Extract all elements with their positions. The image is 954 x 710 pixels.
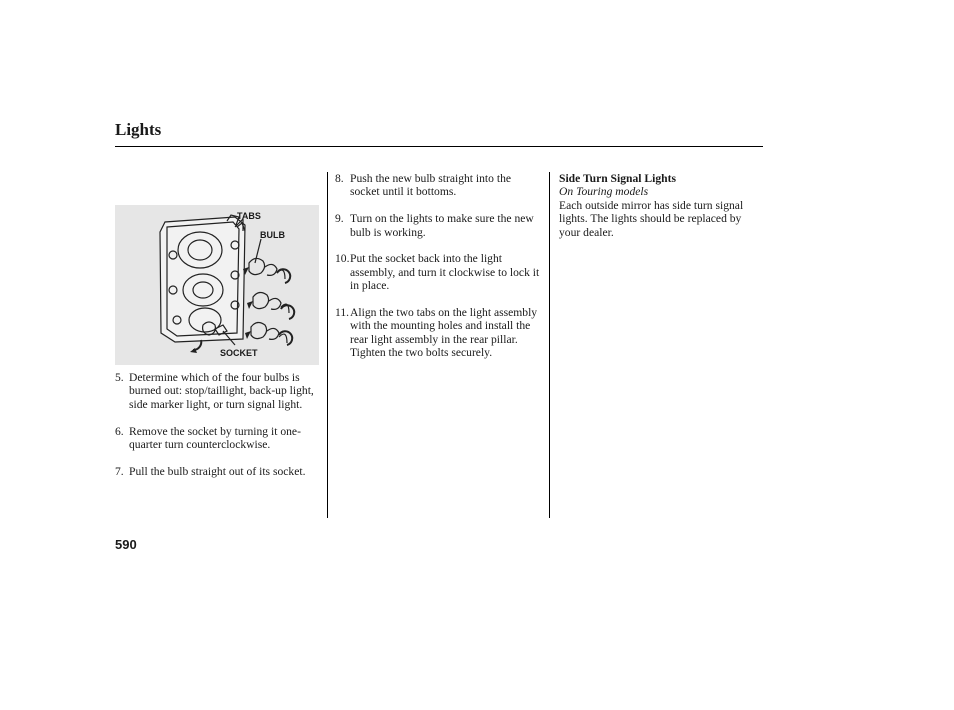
step-item: [335, 172, 543, 199]
step-item: [335, 212, 543, 239]
step-item: [115, 371, 325, 411]
rear-light-drawing: [115, 205, 319, 365]
step-text: Align the two tabs on the light assembly with the mounting holes and install the rear light assembly in the rear pillar. Tighten the two bolts securely.: [350, 306, 538, 360]
step-item: [335, 306, 543, 360]
page-number: 590: [115, 537, 137, 552]
section-heading: Side Turn Signal Lights: [559, 172, 676, 185]
bulb-label: BULB: [260, 230, 285, 240]
socket-label: SOCKET: [220, 348, 258, 358]
step-item: [115, 465, 325, 478]
step-text: Put the socket back into the light assembly, and turn it clockwise to lock it in place.: [350, 252, 540, 293]
step-item: [115, 425, 325, 452]
step-number: 6.: [115, 424, 124, 438]
steps-column-1: [115, 371, 325, 492]
rear-light-illustration: [115, 205, 319, 365]
title-rule: [115, 146, 763, 147]
step-text: Pull the bulb straight out of its socket.: [129, 464, 306, 478]
steps-column-2: [335, 172, 543, 373]
step-number: 11.: [335, 306, 350, 320]
step-number: 5.: [115, 371, 124, 384]
side-turn-signal-section: [559, 172, 759, 239]
step-text: Push the new bulb straight into the socket until it bottoms.: [350, 172, 512, 199]
column-divider-2: [549, 172, 550, 518]
step-item: [335, 252, 543, 292]
tabs-label: TABS: [237, 211, 261, 221]
page-title: Lights: [115, 120, 162, 139]
step-text: Determine which of the four bulbs is burned out: stop/taillight, back-up light, side marker light, or turn signal light.: [129, 371, 314, 411]
section-body: Each outside mirror has side turn signal lights. The lights should be replaced by your dealer.: [559, 198, 744, 239]
step-text: Remove the socket by turning it one-quarter turn counterclockwise.: [129, 424, 301, 452]
section-subheading: On Touring models: [559, 185, 649, 199]
step-number: 9.: [335, 212, 344, 226]
step-text: Turn on the lights to make sure the new bulb is working.: [350, 212, 534, 239]
step-number: 7.: [115, 464, 124, 478]
column-divider-1: [327, 172, 328, 518]
step-number: 10.: [335, 252, 350, 266]
step-number: 8.: [335, 172, 344, 185]
